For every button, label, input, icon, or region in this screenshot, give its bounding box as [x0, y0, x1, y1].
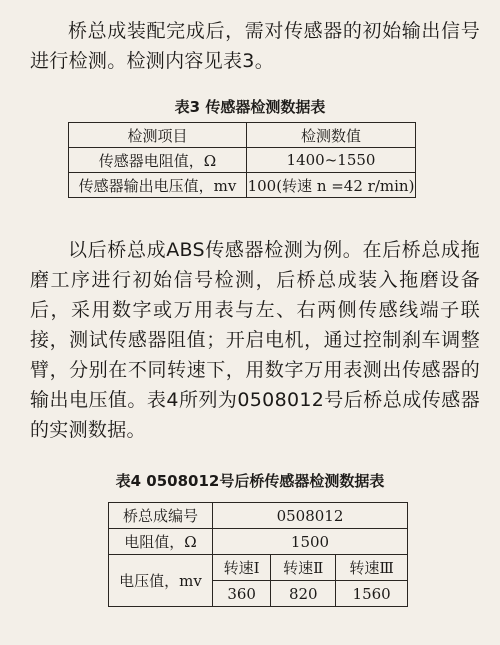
table4-voltage: 820	[271, 581, 336, 607]
table3-cell: 100(转速 n =42 r/min)	[247, 173, 416, 198]
paragraph-detail: 以后桥总成ABS传感器检测为例。在后桥总成拖磨工序进行初始信号检测，后桥总成装入拖磨设备后，采用数字或万用表与左、右两侧传感线端子联接，测试传感器阻值；开启电机，通过控制刹车调整臂，分别在不同转速下，用数字万用表测出传感器的输出电压值。表4所列为0508012号后桥总成传感器的实测数据。	[30, 239, 480, 441]
table4-speed: 转速Ⅲ	[336, 555, 408, 581]
table-row	[109, 555, 408, 581]
table4-caption: 表4 0508012号后桥传感器检测数据表	[115, 472, 385, 490]
table-row	[109, 529, 408, 555]
table3	[68, 122, 416, 198]
table4-label: 电阻值，Ω	[109, 529, 213, 555]
table4-voltage: 360	[213, 581, 271, 607]
table3-header-value: 检测数值	[247, 123, 416, 148]
table4-cell: 0508012	[213, 503, 408, 529]
table4-speed: 转速Ⅰ	[213, 555, 271, 581]
table3-cell: 传感器输出电压值，mv	[69, 173, 247, 198]
table3-caption: 表3 传感器检测数据表	[174, 98, 326, 116]
table4-cell: 1500	[213, 529, 408, 555]
table4-label: 桥总成编号	[109, 503, 213, 529]
table3-cell: 传感器电阻值，Ω	[69, 148, 247, 173]
table-row	[69, 173, 416, 198]
table4-voltage: 1560	[336, 581, 408, 607]
table-row	[69, 123, 416, 148]
table-row	[109, 503, 408, 529]
table-row	[69, 148, 416, 173]
table4-speed: 转速Ⅱ	[271, 555, 336, 581]
table3-cell: 1400~1550	[247, 148, 416, 173]
table4	[108, 502, 408, 607]
paragraph-intro: 桥总成装配完成后，需对传感器的初始输出信号进行检测。检测内容见表3。	[30, 20, 480, 72]
table3-header-item: 检测项目	[69, 123, 247, 148]
table4-label: 电压值，mv	[109, 555, 213, 607]
